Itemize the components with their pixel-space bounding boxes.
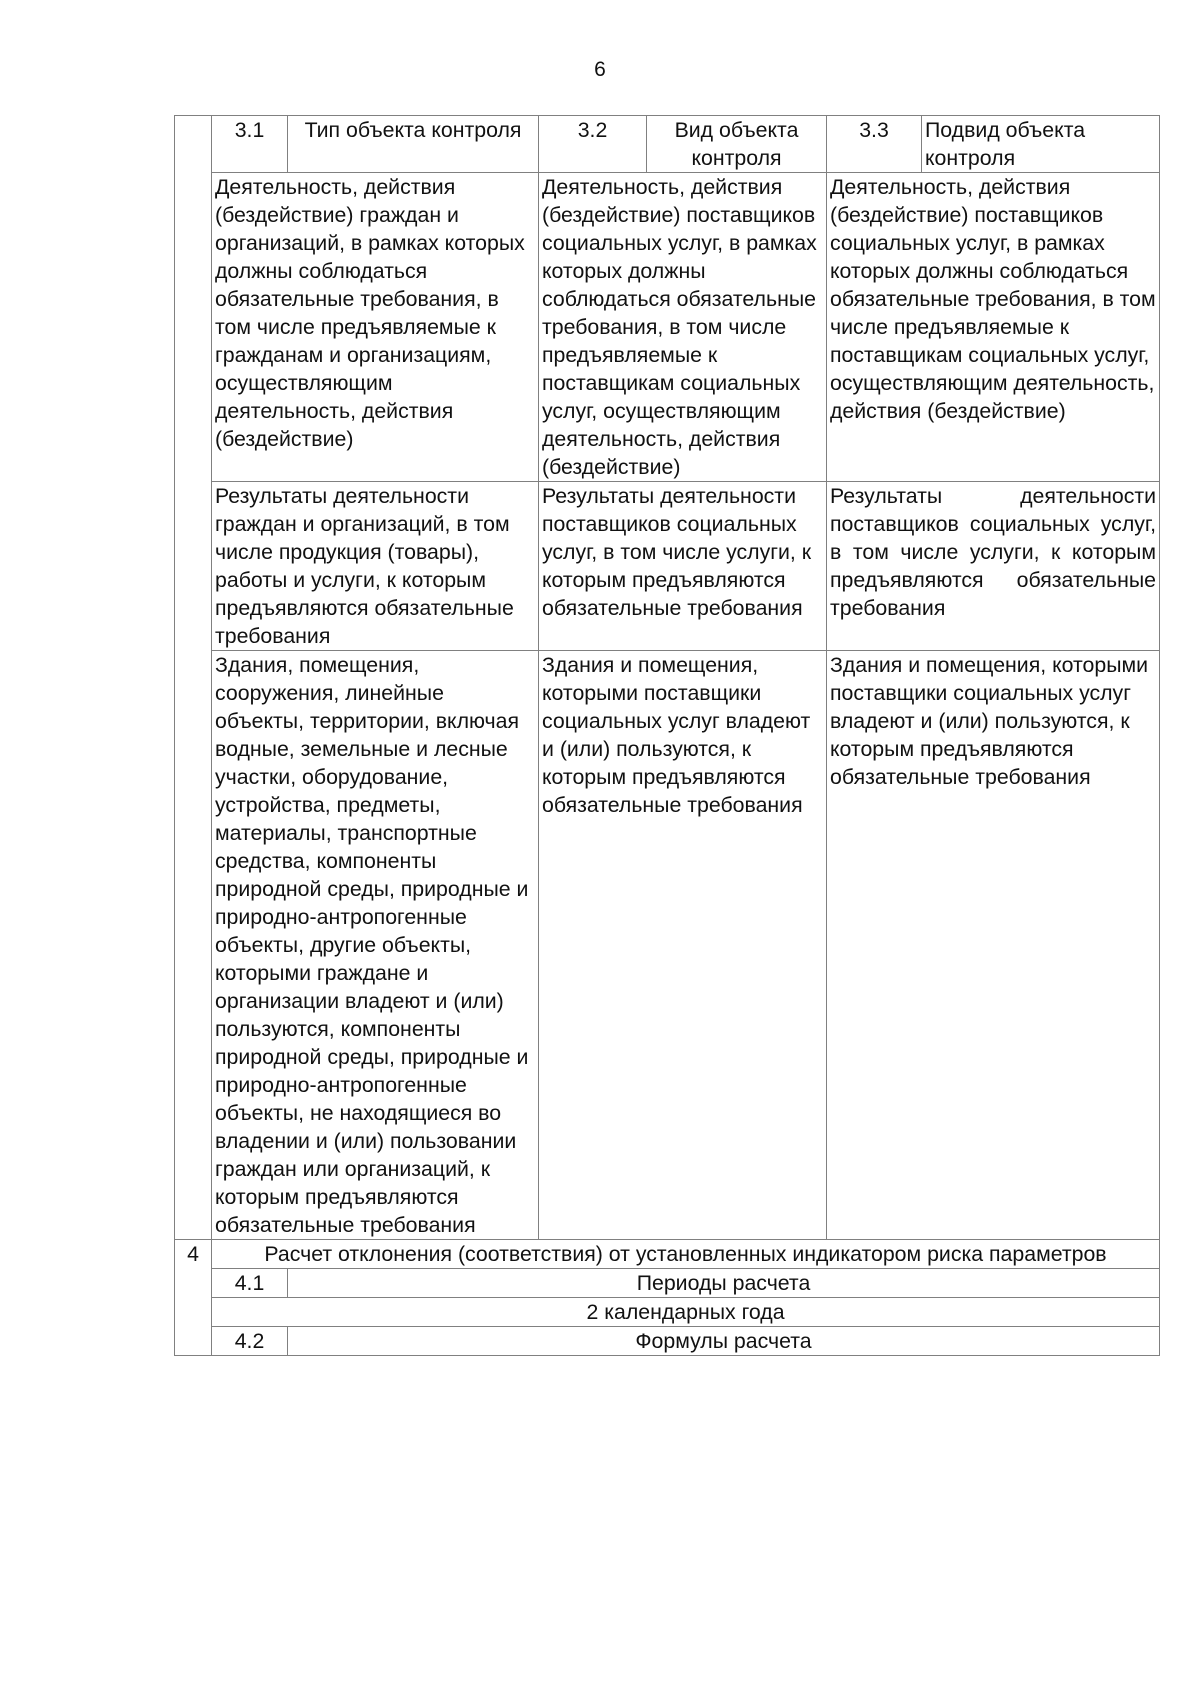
cell-activity-type: Деятельность, действия (бездействие) граждан и организаций, в рамках которых должны соблюдаться обязательные требования, в том числе предъявляемые к гражданам и организациям, осуществляющим деятельность, действия (бездействие)	[212, 173, 539, 482]
period-value: 2 календарных года	[212, 1298, 1160, 1327]
cell-results-subkind: Результаты деятельности поставщиков социальных услуг, в том числе услуги, к которым предъявляются обязательные требования	[827, 482, 1160, 651]
cell-activity-subkind: Деятельность, действия (бездействие) поставщиков социальных услуг, в рамках которых должны соблюдаться обязательные требования, в том числе предъявляемые к поставщикам социальных услуг, осуществляющим деятельность, действия (бездействие)	[827, 173, 1160, 482]
section4-sub2-row	[175, 1327, 1160, 1356]
sub-num-4-1: 4.1	[212, 1269, 288, 1298]
header-label-object-kind: Вид объекта контроля	[647, 116, 827, 173]
sub-label-formulas: Формулы расчета	[288, 1327, 1160, 1356]
cell-buildings-kind: Здания и помещения, которыми поставщики социальных услуг владеют и (или) пользуются, к которым предъявляются обязательные требования	[539, 651, 827, 1240]
table-row	[175, 651, 1160, 1240]
cell-buildings-subkind: Здания и помещения, которыми поставщики социальных услуг владеют и (или) пользуются, к которым предъявляются обязательные требования	[827, 651, 1160, 1240]
cell-results-type: Результаты деятельности граждан и организаций, в том числе продукция (товары), работы и услуги, к которым предъявляются обязательные требования	[212, 482, 539, 651]
page-number: 6	[594, 58, 606, 81]
cell-activity-kind: Деятельность, действия (бездействие) поставщиков социальных услуг, в рамках которых должны соблюдаться обязательные требования, в том числе предъявляемые к поставщикам социальных услуг, осуществляющим деятельность, действия (бездействие)	[539, 173, 827, 482]
section3-header-row	[175, 116, 1160, 173]
header-label-object-subkind: Подвид объекта контроля	[922, 116, 1160, 173]
header-num-3-1: 3.1	[212, 116, 288, 173]
section4-sub1-row	[175, 1269, 1160, 1298]
header-num-3-3: 3.3	[827, 116, 922, 173]
section4-title: Расчет отклонения (соответствия) от установленных индикатором риска параметров	[212, 1240, 1160, 1269]
section3-number-cell	[175, 116, 212, 1240]
section4-title-row	[175, 1240, 1160, 1269]
sub-num-4-2: 4.2	[212, 1327, 288, 1356]
header-label-object-type: Тип объекта контроля	[288, 116, 539, 173]
cell-results-kind: Результаты деятельности поставщиков социальных услуг, в том числе услуги, к которым предъявляются обязательные требования	[539, 482, 827, 651]
section4-number: 4	[175, 1240, 212, 1356]
control-object-table	[174, 115, 1160, 1356]
cell-buildings-type: Здания, помещения, сооружения, линейные объекты, территории, включая водные, земельные и лесные участки, оборудование, устройства, предметы, материалы, транспортные средства, компоненты природной среды, природные и природно-антропогенные объекты, другие объекты, которыми граждане и организации владеют и (или) пользуются, компоненты природной среды, природные и природно-антропогенные объекты, не находящиеся во владении и (или) пользовании граждан или организаций, к которым предъявляются обязательные требования	[212, 651, 539, 1240]
table-row	[175, 173, 1160, 482]
sub-label-periods: Периоды расчета	[288, 1269, 1160, 1298]
section4-period-row	[175, 1298, 1160, 1327]
header-num-3-2: 3.2	[539, 116, 647, 173]
table-row	[175, 482, 1160, 651]
